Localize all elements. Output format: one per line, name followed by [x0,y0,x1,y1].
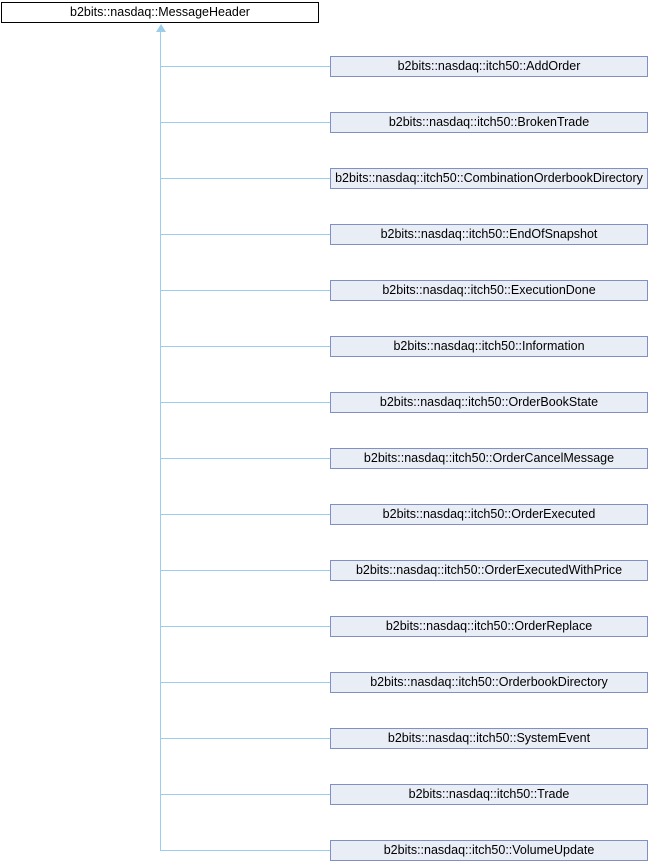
inheritance-edge [161,514,330,515]
inheritance-edge [161,122,330,123]
inheritance-edge [161,178,330,179]
class-node-OrderReplace[interactable]: b2bits::nasdaq::itch50::OrderReplace [330,616,648,637]
class-node-OrderbookDirectory[interactable]: b2bits::nasdaq::itch50::OrderbookDirectory [330,672,648,693]
class-node-OrderBookState[interactable]: b2bits::nasdaq::itch50::OrderBookState [330,392,648,413]
class-node-OrderCancelMessage[interactable]: b2bits::nasdaq::itch50::OrderCancelMessage [330,448,648,469]
inheritance-edge [161,346,330,347]
inheritance-edge [161,402,330,403]
inheritance-arrow-icon [156,24,166,32]
class-node-AddOrder[interactable]: b2bits::nasdaq::itch50::AddOrder [330,56,648,77]
inheritance-edge [161,458,330,459]
class-node-Trade[interactable]: b2bits::nasdaq::itch50::Trade [330,784,648,805]
class-node-CombinationOrderbookDirectory[interactable]: b2bits::nasdaq::itch50::CombinationOrderbookDirectory [330,168,648,189]
inheritance-edge [161,682,330,683]
inheritance-edge [161,850,330,851]
class-node-SystemEvent[interactable]: b2bits::nasdaq::itch50::SystemEvent [330,728,648,749]
class-node-ExecutionDone[interactable]: b2bits::nasdaq::itch50::ExecutionDone [330,280,648,301]
inheritance-edge [161,738,330,739]
class-node-OrderExecutedWithPrice[interactable]: b2bits::nasdaq::itch50::OrderExecutedWithPrice [330,560,648,581]
inheritance-edge [161,66,330,67]
class-node-OrderExecuted[interactable]: b2bits::nasdaq::itch50::OrderExecuted [330,504,648,525]
class-node-BrokenTrade[interactable]: b2bits::nasdaq::itch50::BrokenTrade [330,112,648,133]
inheritance-edge [161,626,330,627]
inheritance-edge [161,570,330,571]
class-node-VolumeUpdate[interactable]: b2bits::nasdaq::itch50::VolumeUpdate [330,840,648,861]
class-node-Information[interactable]: b2bits::nasdaq::itch50::Information [330,336,648,357]
inheritance-edge [161,794,330,795]
class-node-MessageHeader: b2bits::nasdaq::MessageHeader [1,2,319,23]
inheritance-edge [161,290,330,291]
inheritance-trunk-line [160,30,161,851]
class-node-EndOfSnapshot[interactable]: b2bits::nasdaq::itch50::EndOfSnapshot [330,224,648,245]
inheritance-edge [161,234,330,235]
